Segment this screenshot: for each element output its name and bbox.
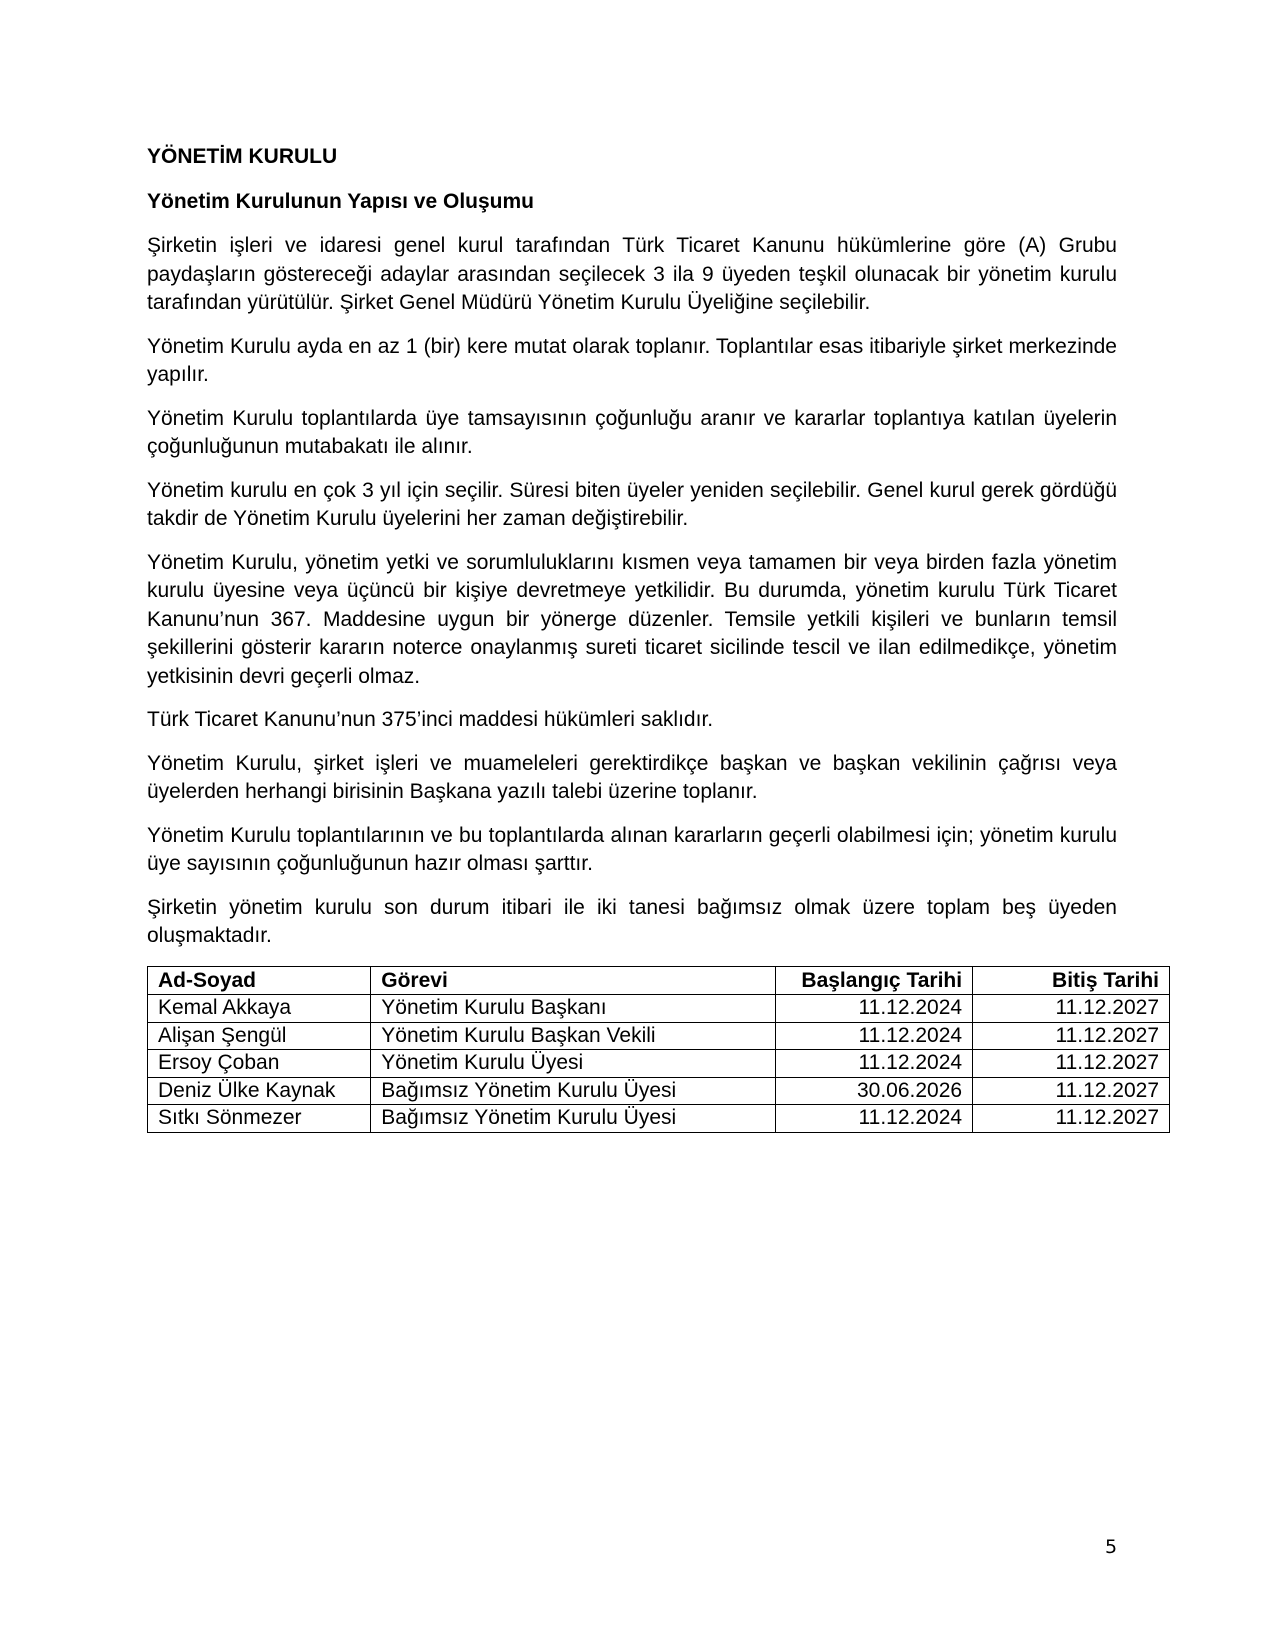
member-name: Alişan Şengül [148,1022,371,1050]
paragraph-5: Yönetim Kurulu, yönetim yetki ve sorumluluklarını kısmen veya tamamen bir veya birden fazla yönetim kurulu üyesine veya üçüncü bir kişiye devretmeye yetkilidir. Bu durumda, yönetim kurulu Türk Ticaret Kanunu’nun 367. Maddesine uygun bir yönerge düzenler. Temsile yetkili kişileri ve bunların temsil şekillerini gösterir kararın noterce onaylanmış sureti ticaret sicilinde tescil ve ilan edilmedikçe, yönetim yetkisinin devri geçerli olmaz. [147,550,1117,688]
table-header-row [148,966,1170,995]
member-start-date: 30.06.2026 [776,1077,973,1105]
member-start-date: 11.12.2024 [776,1105,973,1133]
table-row [148,1050,1170,1078]
paragraph-7: Yönetim Kurulu, şirket işleri ve muameleleri gerektirdikçe başkan ve başkan vekilinin çağrısı veya üyelerden herhangi birisinin Başkana yazılı talebi üzerine toplanır. [147,751,1117,803]
member-end-date: 11.12.2027 [973,1022,1170,1050]
table-row [148,1077,1170,1105]
section-subtitle: Yönetim Kurulunun Yapısı ve Oluşumu [147,190,535,213]
paragraph-9: Şirketin yönetim kurulu son durum itibari ile iki tanesi bağımsız olmak üzere toplam beş üyeden oluşmaktadır. [147,895,1117,947]
member-role: Yönetim Kurulu Başkanı [371,995,776,1023]
paragraph-8: Yönetim Kurulu toplantılarının ve bu toplantılarda alınan kararların geçerli olabilmesi için; yönetim kurulu üye sayısının çoğunluğunun hazır olması şarttır. [147,823,1117,875]
member-end-date: 11.12.2027 [973,995,1170,1023]
table-row [148,1022,1170,1050]
header-role: Görevi [371,966,776,995]
member-start-date: 11.12.2024 [776,1022,973,1050]
board-members-table [147,966,1170,1133]
member-name: Kemal Akkaya [148,995,371,1023]
paragraph-4: Yönetim kurulu en çok 3 yıl için seçilir. Süresi biten üyeler yeniden seçilebilir. Genel kurul gerek gördüğü takdir de Yönetim Kurulu üyelerini her zaman değiştirebilir. [147,478,1117,530]
member-start-date: 11.12.2024 [776,995,973,1023]
member-name: Ersoy Çoban [148,1050,371,1078]
member-name: Deniz Ülke Kaynak [148,1077,371,1105]
member-role: Yönetim Kurulu Başkan Vekili [371,1022,776,1050]
member-role: Bağımsız Yönetim Kurulu Üyesi [371,1077,776,1105]
table-row [148,1105,1170,1133]
member-role: Bağımsız Yönetim Kurulu Üyesi [371,1105,776,1133]
paragraph-6: Türk Ticaret Kanunu’nun 375’inci maddesi hükümleri saklıdır. [147,708,714,731]
member-name: Sıtkı Sönmezer [148,1105,371,1133]
header-name: Ad-Soyad [148,966,371,995]
section-title: YÖNETİM KURULU [147,145,338,168]
member-role: Yönetim Kurulu Üyesi [371,1050,776,1078]
member-start-date: 11.12.2024 [776,1050,973,1078]
paragraph-2: Yönetim Kurulu ayda en az 1 (bir) kere mutat olarak toplanır. Toplantılar esas itibariyle şirket merkezinde yapılır. [147,334,1117,386]
member-end-date: 11.12.2027 [973,1050,1170,1078]
member-end-date: 11.12.2027 [973,1077,1170,1105]
document-body [147,143,1159,1133]
table-row [148,995,1170,1023]
page-number: 5 [1105,1536,1118,1558]
paragraph-1: Şirketin işleri ve idaresi genel kurul tarafından Türk Ticaret Kanunu hükümlerine göre (A) Grubu paydaşların göstereceği adaylar arasından seçilecek 3 ila 9 üyeden teşkil olunacak bir yönetim kurulu tarafından yürütülür. Şirket Genel Müdürü Yönetim Kurulu Üyeliğine seçilebilir. [147,234,1117,314]
paragraph-3: Yönetim Kurulu toplantılarda üye tamsayısının çoğunluğu aranır ve kararlar toplantıya katılan üyelerin çoğunluğunun mutabakatı ile alınır. [147,406,1117,458]
header-start-date: Başlangıç Tarihi [776,966,973,995]
header-end-date: Bitiş Tarihi [973,966,1170,995]
member-end-date: 11.12.2027 [973,1105,1170,1133]
